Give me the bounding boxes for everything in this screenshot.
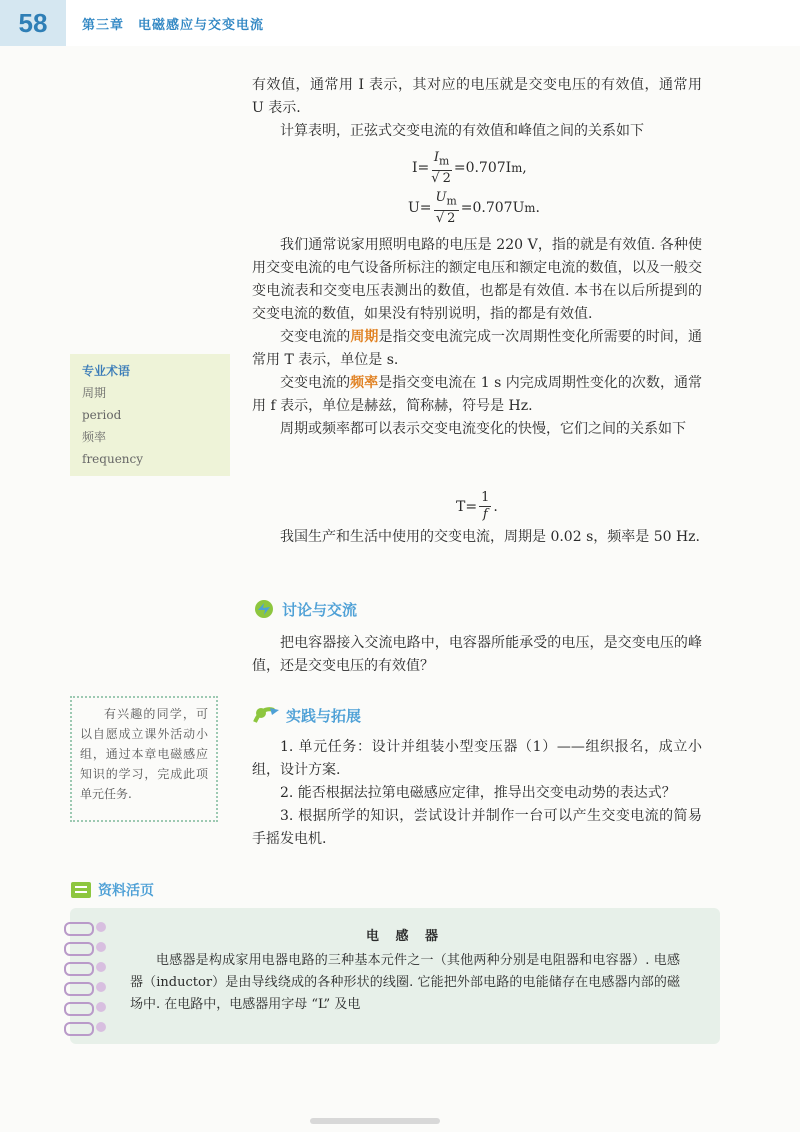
discuss-heading: 讨论与交流: [252, 598, 357, 620]
practice-icon: [252, 704, 282, 726]
term-item: 频率: [82, 430, 107, 444]
paragraph: 我们通常说家用照明电路的电压是 220 V，指的就是有效值. 各种使用交变电流的电气设备所标注的额定电压和额定电流的数值，以及一般交变电流表和交变电压表测出的数值，也都是有效值. 本书在以后所提到的交变电流的数值，如果没有特别说明，指的都是有效值.: [252, 237, 702, 322]
practice-heading: 实践与拓展: [252, 704, 361, 726]
chapter-name: 电磁感应与交变电流: [138, 18, 265, 33]
paragraph: 计算表明，正弦式交变电流的有效值和峰值之间的关系如下: [280, 123, 644, 139]
sidebar-title: 专业术语: [82, 364, 131, 378]
formula-current: I= $\frac{I_m}{√ 2}$ =0.707I m ,: [412, 150, 527, 186]
data-page-text: 电感器是构成家用电器电路的三种基本元件之一（其他两种分别是电阻器和电容器）. 电感器（inductor）是由导线绕成的各种形状的线圈. 它能把外部电路的电能储存在电感器内部的磁场中. 在电路中，电感器用字母 “L” 及电: [130, 953, 680, 1012]
practice-item: 2. 能否根据法拉第电磁感应定律，推导出交变电动势的表达式？: [280, 785, 676, 801]
data-page-heading: 资料活页: [70, 880, 154, 900]
spiral-ring: [64, 1002, 94, 1016]
tip-text: 有兴趣的同学，可以自愿成立课外活动小组，通过本章电磁感应知识的学习，完成此项单元任务.: [80, 707, 208, 801]
paragraph: 我国生产和生活中使用的交变电流，周期是 0.02 s，频率是 50 Hz.: [280, 529, 701, 545]
practice-body: [252, 736, 702, 851]
paragraph: 有效值，通常用 I 表示，其对应的电压就是交变电压的有效值，通常用 U 表示.: [252, 77, 702, 116]
text-block-2: [252, 234, 702, 441]
tip-box: [70, 696, 218, 822]
formula-period: T= $\frac{1}{f}$ .: [456, 490, 498, 522]
spiral-ring: [64, 982, 94, 996]
page-header: [0, 0, 800, 46]
term-item: 周期: [82, 386, 107, 400]
page-number: 58: [0, 0, 66, 46]
spiral-ring: [64, 942, 94, 956]
paragraph: 周期或频率都可以表示交变电流变化的快慢，它们之间的关系如下: [280, 421, 686, 437]
text-block-1: [252, 74, 702, 143]
paragraph: 交变电流的频率是指交变电流在 1 s 内完成周期性变化的次数，通常用 f 表示，单位是赫兹，简称赫，符号是 Hz.: [252, 375, 703, 414]
term-item: period: [82, 408, 122, 422]
practice-item: 3. 根据所学的知识，尝试设计并制作一台可以产生交变电流的简易手摇发电机.: [252, 808, 702, 847]
term-item: frequency: [82, 452, 144, 466]
data-page-title: 电 感 器: [365, 929, 445, 944]
paragraph: 把电容器接入交流电路中，电容器所能承受的电压，是交变电压的峰值，还是交变电压的有效值？: [252, 635, 702, 674]
spiral-ring: [64, 922, 94, 936]
spiral-ring: [64, 962, 94, 976]
practice-item: 1. 单元任务：设计并组装小型变压器（1）——组织报名，成立小组，设计方案.: [252, 739, 702, 778]
chapter-title: [82, 14, 278, 33]
text-block-3: [252, 526, 702, 549]
page-bottom-bar: [310, 1118, 440, 1124]
spiral-ring: [64, 1022, 94, 1036]
data-page-box: [70, 908, 720, 1044]
discussion-icon: [252, 598, 278, 620]
formula-voltage: U= $\frac{U_m}{√ 2}$ =0.707U m .: [408, 190, 540, 226]
paragraph: 交变电流的周期是指交变电流完成一次周期性变化所需要的时间，通常用 T 表示，单位是 s.: [252, 329, 703, 368]
terminology-sidebar: [70, 354, 230, 476]
discuss-body: [252, 632, 702, 678]
chapter-number: 第三章: [82, 18, 125, 33]
notebook-icon: [70, 881, 92, 899]
